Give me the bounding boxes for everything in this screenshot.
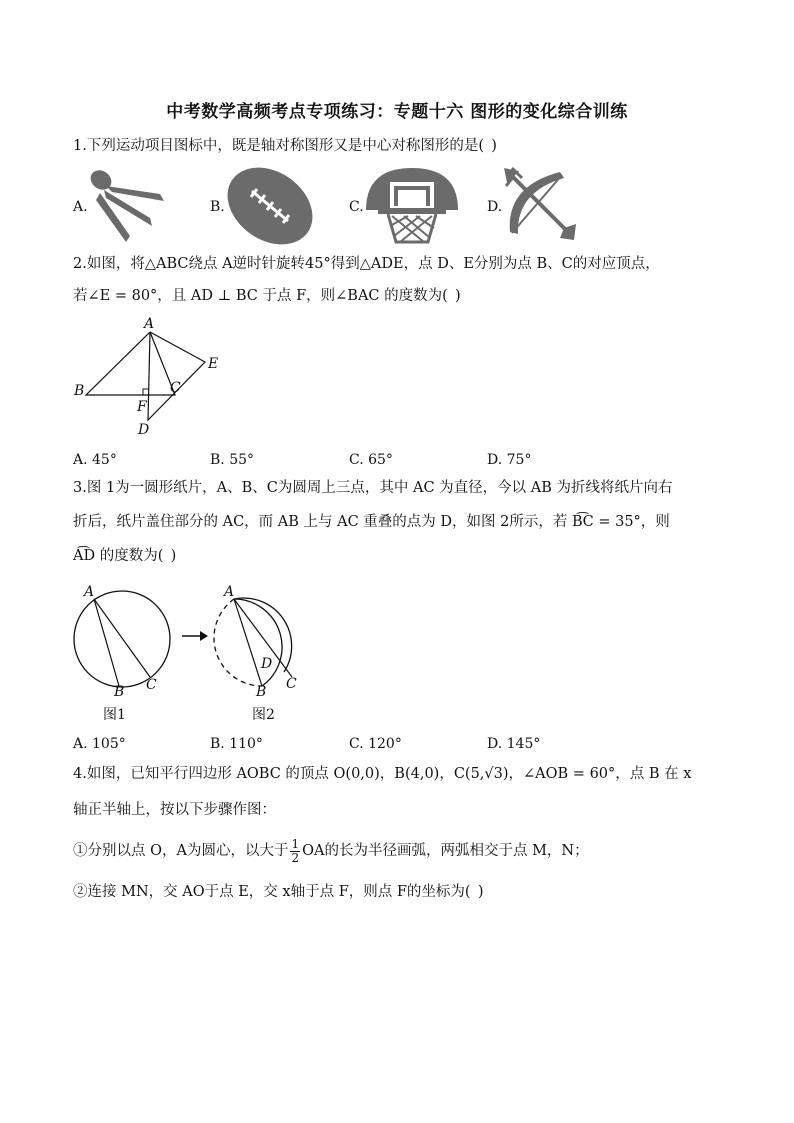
- badminton-shuttlecock-icon: [88, 166, 170, 246]
- fig1-caption: 图1: [103, 707, 126, 723]
- q1-stem: 1.下列运动项目图标中，既是轴对称图形又是中心对称图形的是( ): [73, 138, 497, 154]
- triangle-ade: [148, 332, 205, 420]
- q3-option-a: A. 105°: [73, 736, 126, 752]
- fig2-label-b: B: [256, 684, 267, 700]
- fig1-label-c: C: [146, 677, 157, 693]
- q2-option-b: B. 55°: [210, 452, 255, 468]
- q3-stem-line-3: A͡D 的度数为( ): [73, 548, 177, 564]
- q3-figure-1: [70, 576, 180, 726]
- q3-option-c: C. 120°: [349, 736, 402, 752]
- arrow-icon: [180, 628, 210, 644]
- label-e: E: [208, 356, 219, 372]
- q1-option-b-label: B.: [210, 199, 225, 215]
- q4-stem-line-2: 轴正半轴上，按以下步骤作图：: [73, 802, 276, 818]
- q4-stem-line-1: 4.如图，已知平行四边形 AOBC 的顶点 O(0,0)，B(4,0)，C(5,√3)，∠AOB = 60°，点 B 在 x: [73, 766, 692, 782]
- q4-step-1-suffix: OA的长为半径画弧，两弧相交于点 M，N；: [302, 843, 589, 859]
- fig1-label-b: B: [114, 684, 125, 700]
- q2-triangle-figure: [70, 312, 230, 442]
- rugby-ball-icon: [224, 165, 316, 247]
- q2-stem-line-2: 若∠E = 80°，且 AD ⊥ BC 于点 F，则∠BAC 的度数为( ): [73, 288, 461, 304]
- fraction-numerator: 1: [291, 836, 300, 851]
- page-title: 中考数学高频考点专项练习：专题十六 图形的变化综合训练: [166, 102, 628, 122]
- q2-option-d: D. 75°: [487, 452, 532, 468]
- q2-option-c: C. 65°: [349, 452, 393, 468]
- q2-stem-line-1: 2.如图，将△ABC绕点 A逆时针旋转45°得到△ADE，点 D、E分别为点 B、C的对应顶点，: [73, 256, 660, 272]
- fig2-label-c: C: [286, 676, 297, 692]
- basketball-hoop-icon: [364, 166, 460, 246]
- q4-step-1: [73, 836, 589, 866]
- label-a: A: [144, 316, 155, 332]
- q3-option-b: B. 110°: [210, 736, 263, 752]
- fig2-label-a: A: [224, 584, 235, 600]
- q3-stem-line-2: 折后，纸片盖住部分的 AC，而 AB 上与 AC 重叠的点为 D，如图 2所示，若 B͡C = 35°，则: [73, 514, 670, 530]
- label-c: C: [170, 380, 181, 396]
- q3-stem-line-1: 3.图 1为一圆形纸片，A、B、C为圆周上三点，其中 AC 为直径，今以 AB 为折线将纸片向右: [73, 480, 673, 496]
- label-f: F: [137, 399, 147, 415]
- q2-option-a: A. 45°: [73, 452, 117, 468]
- q1-option-c-label: C.: [349, 199, 364, 215]
- fig2-caption: 图2: [252, 707, 275, 723]
- triangle-abc: [86, 332, 175, 395]
- one-half-fraction: [290, 838, 300, 865]
- q1-option-a-label: A.: [73, 199, 88, 215]
- q3-option-d: D. 145°: [487, 736, 541, 752]
- fraction-denominator: 2: [291, 850, 300, 865]
- q3-figure-2: [208, 576, 328, 726]
- q4-step-2: ②连接 MN，交 AO于点 E，交 x轴于点 F，则点 F的坐标为( ): [73, 884, 484, 900]
- q4-step-1-prefix: ①分别以点 O，A为圆心，以大于: [73, 843, 289, 859]
- label-b: B: [74, 383, 85, 399]
- label-d: D: [138, 422, 150, 438]
- q1-option-d-label: D.: [487, 199, 503, 215]
- fig2-label-d: D: [261, 656, 273, 672]
- archery-bow-arrow-icon: [502, 166, 580, 244]
- fig1-label-a: A: [84, 584, 95, 600]
